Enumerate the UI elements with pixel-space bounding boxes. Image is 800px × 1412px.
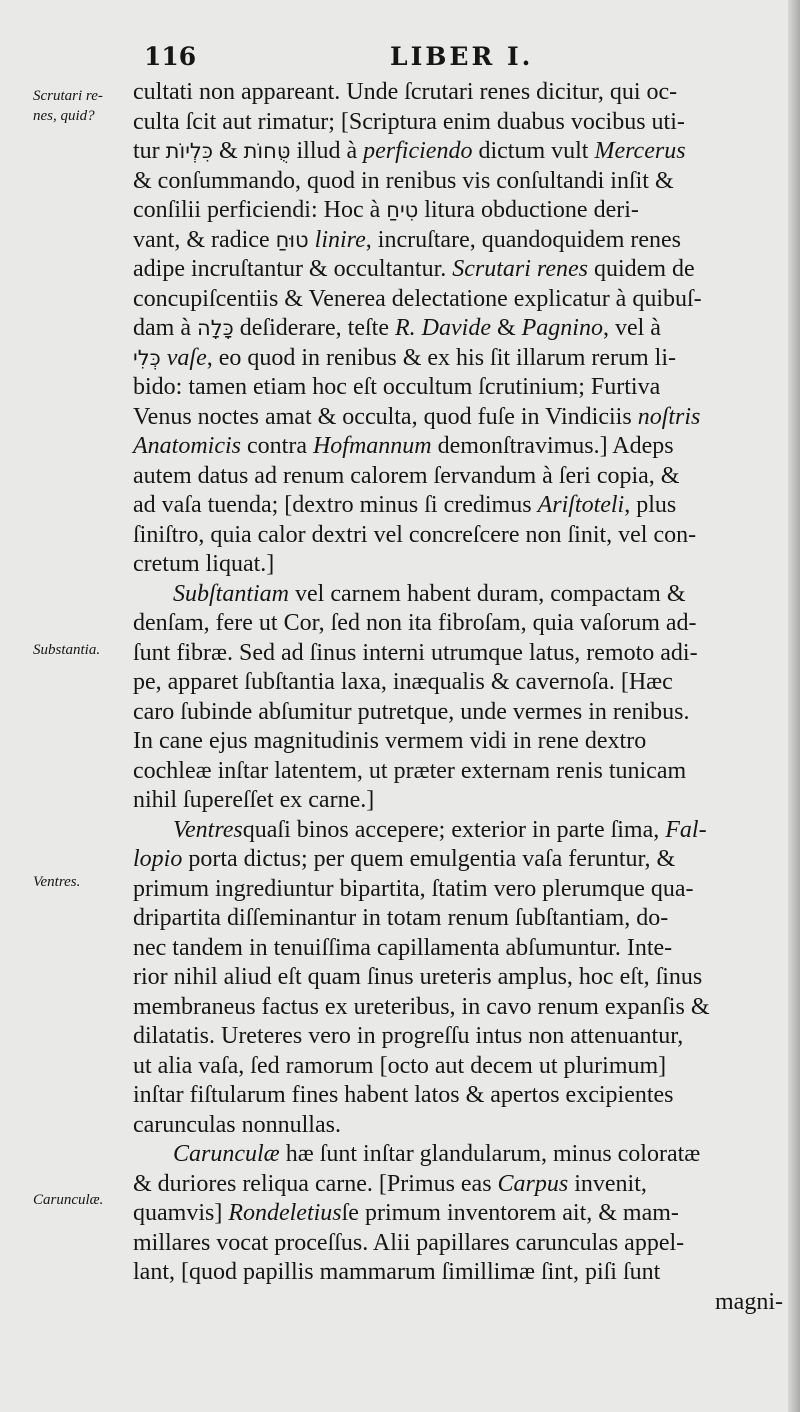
text-line: lant, [quod papillis mammarum ſimillimæ ſint, piſi ſunt	[133, 1259, 661, 1285]
page-header	[134, 42, 784, 72]
text-line: carunculas nonnullas.	[133, 1111, 341, 1138]
paragraph-caruncula	[133, 1140, 783, 1317]
text-line: nec tandem in tenuiſſima capillamenta abſumuntur. Inte-	[133, 934, 673, 961]
margin-note-ventres: Ventres.	[33, 874, 81, 890]
text-line: adipe incruſtantur & occultantur. Scrutari renes quidem de	[133, 256, 695, 282]
text-line: Subſtantiam vel carnem habent duram, compactam &	[173, 580, 686, 607]
text-line: bido: tamen etiam hoc eſt occultum ſcrutinium; Furtiva	[133, 374, 661, 400]
text-line: nihil ſupereſſet ex carne.]	[133, 787, 375, 813]
text-line: caro ſubinde abſumitur putretque, unde vermes in renibus.	[133, 698, 690, 725]
text-line: rior nihil aliud eſt quam ſinus ureteris amplus, hoc eſt, ſinus	[133, 964, 703, 990]
text-line: ad vaſa tuenda; [dextro minus ſi credimus Ariſtoteli, plus	[133, 492, 677, 518]
text-line: dilatatis. Ureteres vero in progreſſu intus non attenuantur,	[133, 1023, 684, 1049]
running-head: LIBER I.	[390, 42, 534, 71]
text-line: ſiniſtro, quia calor dextri vel concreſcere non ſinit, vel con-	[133, 521, 697, 548]
text-line: In cane ejus magnitudinis vermem vidi in rene dextro	[133, 728, 647, 754]
hebrew-word: טוּחַ	[275, 227, 309, 252]
text-line: cretum liquat.]	[133, 551, 275, 577]
margin-note-caruncula: Carunculæ.	[33, 1192, 104, 1208]
text-line: culta ſcit aut rimatur; [Scriptura enim duabus vocibus uti-	[133, 108, 685, 135]
paragraph-scrutari	[133, 78, 783, 580]
text-line: primum ingrediuntur bipartita, ſtatim vero plerumque qua-	[133, 875, 694, 902]
paragraph-substantia	[133, 580, 783, 816]
text-line: Carunculæ hæ ſunt inſtar glandularum, minus coloratæ	[173, 1141, 701, 1167]
paragraph-ventres	[133, 816, 783, 1141]
text-line: ut alia vaſa, ſed ramorum [octo aut decem ut plurimum]	[133, 1052, 667, 1079]
text-line: denſam, fere ut Cor, ſed non ita fibroſam, quia vaſorum ad-	[133, 610, 697, 636]
text-line: & duriores reliqua carne. [Primus eas Carpus invenit,	[133, 1170, 647, 1197]
text-line: Ventresquaſi binos accepere; exterior in parte ſima, Fal-	[173, 816, 707, 843]
hebrew-word: כָּלָה	[196, 316, 234, 340]
text-line: ſunt fibræ. Sed ad ſinus interni utrumque latus, remoto adi-	[133, 639, 698, 666]
text-line: Anatomicis contra Hofmannum demonſtravimus.] Adeps	[133, 433, 674, 459]
text-line: concupiſcentiis & Venerea delectatione explicatur à quibuſ-	[133, 285, 702, 312]
margin-note-scrutari: Scrutari re- nes, quid?	[33, 88, 103, 124]
text-line: millares vocat proceſſus. Alii papillares carunculas appel-	[133, 1229, 685, 1256]
hebrew-word: טֻּחוֹת	[243, 139, 291, 163]
text-line: tur כִּלְיוֹת & טֻּחוֹת illud à perficiendo dictum vult Mercerus	[133, 138, 686, 164]
hebrew-word: טִיחַ	[386, 198, 419, 222]
text-line: membraneus factus ex ureteribus, in cavo renum expanſis &	[133, 993, 710, 1020]
text-line: lopio porta dictus; per quem emulgentia vaſa feruntur, &	[133, 846, 676, 872]
text-line: dam à כָּלָה deſiderare, teſte R. Davide & Pagnino, vel à	[133, 315, 661, 341]
text-line: autem datus ad renum calorem ſervandum à ſeri copia, &	[133, 462, 680, 489]
page-edge-shadow	[788, 0, 800, 1412]
text-line: vant, & radice טוּחַ linire, incruſtare, quandoquidem renes	[133, 226, 682, 253]
text-line: cochleæ inſtar latentem, ut præter externam renis tunicam	[133, 757, 687, 784]
text-line: כְּלִי vaſe, eo quod in renibus & ex his ſit illarum rerum li-	[133, 344, 676, 371]
text-line: conſilii perficiendi: Hoc à טִיחַ litura obductione deri-	[133, 197, 639, 223]
hebrew-word: כְּלִי	[133, 345, 161, 370]
main-text	[133, 78, 783, 1317]
text-line: dripartita diſſeminantur in totam renum ſubſtantiam, do-	[133, 905, 669, 931]
text-line: Venus noctes amat & occulta, quod fuſe in Vindiciis noſtris	[133, 403, 701, 430]
text-line: & conſummando, quod in renibus vis conſultandi inſit &	[133, 167, 674, 194]
text-line: magni-	[715, 1288, 783, 1315]
text-line: quamvis] Rondeletiusſe primum inventorem ait, & mam-	[133, 1200, 679, 1226]
text-line: pe, apparet ſubſtantia laxa, inæqualis & cavernoſa. [Hæc	[133, 669, 673, 695]
margin-note-substantia: Substantia.	[33, 642, 101, 658]
hebrew-word: כִּלְיוֹת	[165, 139, 213, 163]
text-line: cultati non appareant. Unde ſcrutari renes dicitur, qui oc-	[133, 79, 678, 105]
text-line: inſtar fiſtularum fines habent latos & apertos excipientes	[133, 1082, 674, 1108]
page-number: 116	[144, 42, 197, 71]
